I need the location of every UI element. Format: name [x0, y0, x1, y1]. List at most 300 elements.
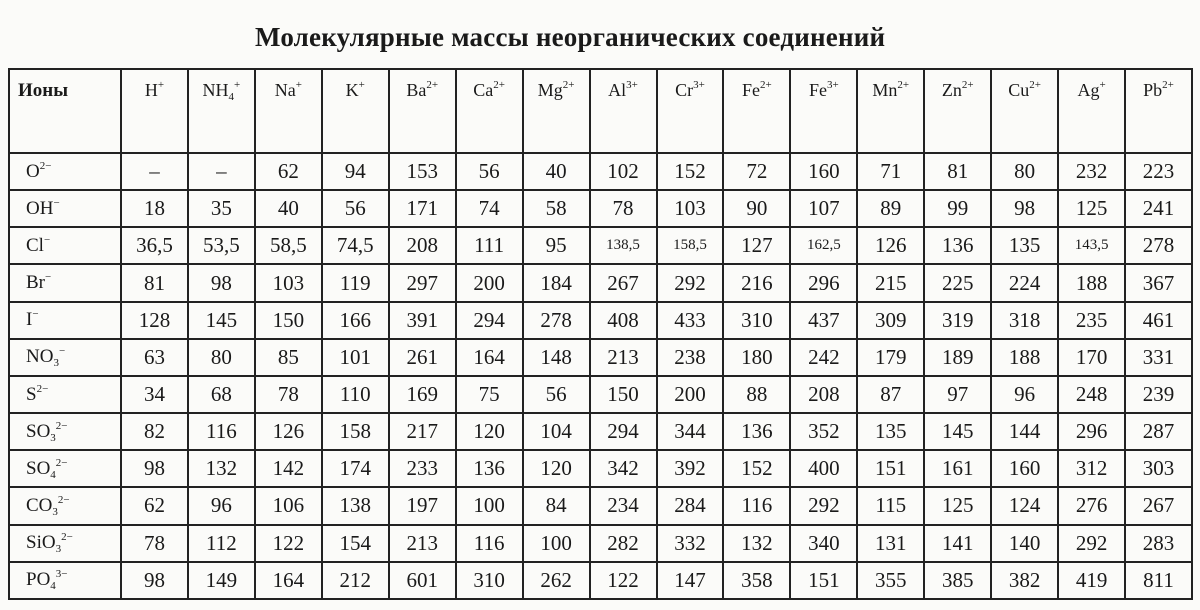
mass-cell: 169 — [389, 376, 456, 413]
mass-cell: 342 — [590, 450, 657, 487]
corner-label: Ионы — [9, 69, 121, 153]
anion-header — [9, 339, 121, 376]
mass-cell: 233 — [389, 450, 456, 487]
mass-cell: 126 — [857, 227, 924, 264]
cation-header — [255, 69, 322, 153]
mass-cell: 297 — [389, 264, 456, 301]
mass-cell: 234 — [590, 487, 657, 524]
mass-cell: 74 — [456, 190, 523, 227]
mass-cell: 131 — [857, 525, 924, 562]
mass-cell: 97 — [924, 376, 991, 413]
mass-cell: 112 — [188, 525, 255, 562]
table-row — [9, 339, 1192, 376]
mass-cell: 213 — [389, 525, 456, 562]
ion-symbol: Zn — [941, 80, 962, 100]
ion-symbol: NH — [202, 80, 229, 100]
ion-charge: 2+ — [493, 79, 506, 91]
mass-cell: 200 — [657, 376, 724, 413]
table-header — [9, 69, 1192, 153]
mass-cell: 150 — [255, 302, 322, 339]
mass-cell: 68 — [188, 376, 255, 413]
mass-cell: 208 — [389, 227, 456, 264]
mass-cell: 344 — [657, 413, 724, 450]
mass-cell: 160 — [790, 153, 857, 190]
mass-cell: 132 — [188, 450, 255, 487]
mass-cell: 216 — [723, 264, 790, 301]
ion-charge: 2− — [36, 382, 49, 395]
ion-charge: 2− — [39, 159, 52, 172]
mass-cell: 437 — [790, 302, 857, 339]
mass-cell: 115 — [857, 487, 924, 524]
mass-cell: 309 — [857, 302, 924, 339]
cation-header — [188, 69, 255, 153]
mass-cell: 58 — [523, 190, 590, 227]
mass-cell: 85 — [255, 339, 322, 376]
mass-cell: 78 — [590, 190, 657, 227]
mass-cell: 126 — [255, 413, 322, 450]
mass-cell: 100 — [523, 525, 590, 562]
table-row — [9, 227, 1192, 264]
ion-symbol: CO — [26, 494, 53, 516]
ion-symbol: K — [345, 80, 359, 100]
mass-cell: 56 — [322, 190, 389, 227]
table-row — [9, 264, 1192, 301]
ion-charge: 2− — [57, 493, 70, 506]
mass-cell: 132 — [723, 525, 790, 562]
mass-cell: 107 — [790, 190, 857, 227]
mass-cell: 152 — [723, 450, 790, 487]
mass-cell: 152 — [657, 153, 724, 190]
mass-cell: 319 — [924, 302, 991, 339]
mass-cell: 145 — [188, 302, 255, 339]
mass-cell: 208 — [790, 376, 857, 413]
mass-cell: 161 — [924, 450, 991, 487]
ion-symbol: Ag — [1077, 80, 1100, 100]
ion-subscript: 4 — [228, 91, 235, 103]
ion-symbol: Cr — [675, 80, 694, 100]
mass-cell: 292 — [790, 487, 857, 524]
mass-cell: 242 — [790, 339, 857, 376]
mass-cell: 135 — [857, 413, 924, 450]
mass-cell: 179 — [857, 339, 924, 376]
mass-cell: 62 — [121, 487, 188, 524]
mass-cell: 358 — [723, 562, 790, 599]
table-row — [9, 450, 1192, 487]
ion-charge: + — [1099, 79, 1106, 91]
ion-symbol: SO — [26, 420, 51, 442]
ion-subscript: 3 — [52, 505, 58, 518]
mass-cell: 392 — [657, 450, 724, 487]
mass-cell: 188 — [991, 339, 1058, 376]
mass-cell: 62 — [255, 153, 322, 190]
mass-cell: 71 — [857, 153, 924, 190]
mass-cell: 122 — [255, 525, 322, 562]
ion-charge: 2+ — [426, 79, 439, 91]
ion-symbol: Fe — [808, 80, 827, 100]
ion-symbol: SO — [26, 457, 51, 479]
mass-cell: 352 — [790, 413, 857, 450]
ion-symbol: SiO — [26, 532, 56, 554]
mass-cell: 81 — [924, 153, 991, 190]
anion-header — [9, 487, 121, 524]
table-row — [9, 413, 1192, 450]
anion-header — [9, 190, 121, 227]
mass-cell: 147 — [657, 562, 724, 599]
mass-cell: 367 — [1125, 264, 1192, 301]
mass-cell: 103 — [657, 190, 724, 227]
ion-symbol: Mg — [537, 80, 563, 100]
mass-cell: 136 — [924, 227, 991, 264]
mass-cell: 98 — [188, 264, 255, 301]
ion-subscript: 3 — [55, 543, 62, 556]
mass-cell: 197 — [389, 487, 456, 524]
table-body — [9, 153, 1192, 599]
mass-cell: 223 — [1125, 153, 1192, 190]
mass-cell: 96 — [991, 376, 1058, 413]
mass-cell: 138,5 — [590, 227, 657, 264]
ion-charge: 2+ — [562, 79, 575, 91]
mass-cell: 164 — [456, 339, 523, 376]
ion-charge: + — [295, 79, 302, 91]
mass-cell: 127 — [723, 227, 790, 264]
table-row — [9, 562, 1192, 599]
mass-cell: 98 — [121, 450, 188, 487]
mass-cell: 340 — [790, 525, 857, 562]
mass-cell: 292 — [657, 264, 724, 301]
anion-header — [9, 153, 121, 190]
mass-cell: – — [121, 153, 188, 190]
mass-cell: 72 — [723, 153, 790, 190]
mass-cell: 276 — [1058, 487, 1125, 524]
mass-cell: 287 — [1125, 413, 1192, 450]
cation-header — [657, 69, 724, 153]
mass-cell: 120 — [456, 413, 523, 450]
ion-charge: − — [58, 345, 66, 358]
mass-cell: 303 — [1125, 450, 1192, 487]
ion-charge: 2+ — [1162, 79, 1174, 91]
mass-cell: 102 — [590, 153, 657, 190]
mass-cell: 88 — [723, 376, 790, 413]
mass-cell: 124 — [991, 487, 1058, 524]
ion-symbol: Fe — [742, 80, 761, 100]
mass-cell: 104 — [523, 413, 590, 450]
mass-cell: 385 — [924, 562, 991, 599]
ion-charge: − — [43, 233, 51, 246]
mass-cell: 151 — [790, 562, 857, 599]
ion-charge: 3− — [55, 568, 68, 581]
anion-header — [9, 227, 121, 264]
cation-header — [523, 69, 590, 153]
mass-cell: 119 — [322, 264, 389, 301]
mass-cell: 433 — [657, 302, 724, 339]
mass-cell: 180 — [723, 339, 790, 376]
ion-charge: + — [157, 79, 165, 91]
mass-cell: 174 — [322, 450, 389, 487]
mass-cell: 419 — [1058, 562, 1125, 599]
mass-cell: 135 — [991, 227, 1058, 264]
mass-cell: 262 — [523, 562, 590, 599]
mass-cell: 292 — [1058, 525, 1125, 562]
mass-cell: 122 — [590, 562, 657, 599]
mass-cell: 238 — [657, 339, 724, 376]
bleed-through-text — [0, 38, 5, 59]
table-row — [9, 153, 1192, 190]
mass-cell: 116 — [456, 525, 523, 562]
mass-cell: 408 — [590, 302, 657, 339]
ion-charge: 2− — [55, 456, 68, 469]
ion-subscript: 3 — [50, 431, 56, 444]
table-row — [9, 302, 1192, 339]
mass-cell: 391 — [389, 302, 456, 339]
mass-cell: 166 — [322, 302, 389, 339]
mass-cell: 153 — [389, 153, 456, 190]
cation-header — [456, 69, 523, 153]
mass-cell: 36,5 — [121, 227, 188, 264]
mass-cell: 40 — [255, 190, 322, 227]
mass-cell: 160 — [991, 450, 1058, 487]
anion-header — [9, 525, 121, 562]
mass-cell: 98 — [991, 190, 1058, 227]
anion-header — [9, 413, 121, 450]
ion-symbol: PO — [26, 569, 51, 591]
mass-cell: 189 — [924, 339, 991, 376]
mass-cell: 170 — [1058, 339, 1125, 376]
ion-symbol: S — [26, 383, 37, 405]
mass-cell: 58,5 — [255, 227, 322, 264]
mass-cell: 96 — [188, 487, 255, 524]
mass-cell: 248 — [1058, 376, 1125, 413]
mass-cell: 150 — [590, 376, 657, 413]
cation-header — [121, 69, 188, 153]
mass-cell: 224 — [991, 264, 1058, 301]
mass-cell: 34 — [121, 376, 188, 413]
mass-cell: 355 — [857, 562, 924, 599]
mass-cell: 601 — [389, 562, 456, 599]
ion-charge: − — [32, 308, 39, 321]
mass-cell: 142 — [255, 450, 322, 487]
anion-header — [9, 376, 121, 413]
mass-cell: 116 — [723, 487, 790, 524]
mass-cell: 56 — [456, 153, 523, 190]
ion-subscript: 4 — [50, 580, 56, 593]
cation-header — [991, 69, 1058, 153]
ion-symbol: OH — [26, 197, 54, 219]
ion-charge: − — [53, 196, 60, 209]
ion-charge: 2− — [61, 531, 73, 544]
ion-charge: 2+ — [961, 79, 974, 91]
mass-cell: 400 — [790, 450, 857, 487]
mass-cell: 89 — [857, 190, 924, 227]
mass-cell: 461 — [1125, 302, 1192, 339]
ion-charge: 2+ — [1029, 79, 1042, 91]
mass-cell: 120 — [523, 450, 590, 487]
mass-cell: 284 — [657, 487, 724, 524]
anion-header — [9, 450, 121, 487]
mass-cell: 53,5 — [188, 227, 255, 264]
mass-cell: 164 — [255, 562, 322, 599]
mass-cell: 212 — [322, 562, 389, 599]
mass-cell: 294 — [456, 302, 523, 339]
mass-cell: 75 — [456, 376, 523, 413]
mass-cell: 125 — [924, 487, 991, 524]
mass-cell: 188 — [1058, 264, 1125, 301]
table-row — [9, 525, 1192, 562]
mass-cell: 310 — [723, 302, 790, 339]
mass-cell: 267 — [590, 264, 657, 301]
mass-cell: 74,5 — [322, 227, 389, 264]
mass-cell: 312 — [1058, 450, 1125, 487]
mass-cell: 261 — [389, 339, 456, 376]
mass-cell: 94 — [322, 153, 389, 190]
cation-header — [924, 69, 991, 153]
molecular-mass-table-container — [8, 68, 1193, 600]
ion-symbol: Al — [608, 80, 627, 100]
cation-header — [590, 69, 657, 153]
mass-cell: 148 — [523, 339, 590, 376]
mass-cell: 278 — [1125, 227, 1192, 264]
mass-cell: 382 — [991, 562, 1058, 599]
anion-header — [9, 264, 121, 301]
mass-cell: – — [188, 153, 255, 190]
ion-symbol: Mn — [872, 80, 898, 100]
mass-cell: 171 — [389, 190, 456, 227]
ion-symbol: Cl — [26, 234, 44, 256]
cation-header — [1125, 69, 1192, 153]
mass-cell: 56 — [523, 376, 590, 413]
mass-cell: 232 — [1058, 153, 1125, 190]
mass-cell: 82 — [121, 413, 188, 450]
ion-charge: 3+ — [693, 79, 705, 91]
ion-symbol: Cu — [1008, 80, 1030, 100]
mass-cell: 225 — [924, 264, 991, 301]
mass-cell: 235 — [1058, 302, 1125, 339]
mass-cell: 116 — [188, 413, 255, 450]
mass-cell: 296 — [1058, 413, 1125, 450]
mass-cell: 110 — [322, 376, 389, 413]
mass-cell: 217 — [389, 413, 456, 450]
ion-symbol: I — [26, 309, 33, 331]
mass-cell: 200 — [456, 264, 523, 301]
mass-cell: 138 — [322, 487, 389, 524]
mass-cell: 78 — [121, 525, 188, 562]
mass-cell: 90 — [723, 190, 790, 227]
mass-cell: 811 — [1125, 562, 1192, 599]
cation-header — [322, 69, 389, 153]
ion-charge: + — [234, 79, 241, 91]
mass-cell: 294 — [590, 413, 657, 450]
ion-charge: 3+ — [626, 79, 638, 91]
mass-cell: 99 — [924, 190, 991, 227]
ion-charge: 3+ — [826, 79, 839, 91]
mass-cell: 128 — [121, 302, 188, 339]
mass-cell: 154 — [322, 525, 389, 562]
ion-symbol: H — [144, 80, 158, 100]
mass-cell: 213 — [590, 339, 657, 376]
ion-charge: 2+ — [897, 79, 910, 91]
ion-subscript: 3 — [53, 357, 59, 370]
cation-header — [1058, 69, 1125, 153]
mass-cell: 140 — [991, 525, 1058, 562]
ion-charge: 2+ — [760, 79, 772, 91]
mass-cell: 331 — [1125, 339, 1192, 376]
ion-charge: − — [45, 271, 52, 284]
mass-cell: 103 — [255, 264, 322, 301]
ion-symbol: Br — [26, 272, 45, 294]
table-row — [9, 190, 1192, 227]
header-row — [9, 69, 1192, 153]
mass-cell: 158,5 — [657, 227, 724, 264]
mass-cell: 149 — [188, 562, 255, 599]
mass-cell: 144 — [991, 413, 1058, 450]
mass-cell: 100 — [456, 487, 523, 524]
ion-charge: 2− — [55, 419, 68, 432]
cation-header — [857, 69, 924, 153]
mass-cell: 136 — [456, 450, 523, 487]
mass-cell: 283 — [1125, 525, 1192, 562]
mass-cell: 215 — [857, 264, 924, 301]
mass-cell: 87 — [857, 376, 924, 413]
ion-symbol: NO — [26, 346, 54, 368]
mass-cell: 239 — [1125, 376, 1192, 413]
mass-cell: 84 — [523, 487, 590, 524]
ion-symbol: Na — [274, 80, 296, 100]
ion-symbol: Ca — [473, 80, 494, 100]
anion-header — [9, 302, 121, 339]
mass-cell: 78 — [255, 376, 322, 413]
mass-cell: 95 — [523, 227, 590, 264]
mass-cell: 106 — [255, 487, 322, 524]
mass-cell: 81 — [121, 264, 188, 301]
molecular-mass-table — [8, 68, 1193, 600]
mass-cell: 241 — [1125, 190, 1192, 227]
mass-cell: 296 — [790, 264, 857, 301]
mass-cell: 143,5 — [1058, 227, 1125, 264]
ion-symbol: O — [26, 160, 40, 182]
mass-cell: 278 — [523, 302, 590, 339]
ion-charge: + — [358, 79, 365, 91]
mass-cell: 141 — [924, 525, 991, 562]
mass-cell: 184 — [523, 264, 590, 301]
mass-cell: 145 — [924, 413, 991, 450]
mass-cell: 35 — [188, 190, 255, 227]
mass-cell: 318 — [991, 302, 1058, 339]
mass-cell: 158 — [322, 413, 389, 450]
mass-cell: 310 — [456, 562, 523, 599]
ion-subscript: 4 — [50, 468, 56, 481]
mass-cell: 136 — [723, 413, 790, 450]
cation-header — [389, 69, 456, 153]
mass-cell: 63 — [121, 339, 188, 376]
mass-cell: 18 — [121, 190, 188, 227]
mass-cell: 151 — [857, 450, 924, 487]
cation-header — [723, 69, 790, 153]
mass-cell: 111 — [456, 227, 523, 264]
mass-cell: 98 — [121, 562, 188, 599]
anion-header — [9, 562, 121, 599]
page-title: Молекулярные массы неорганических соединений — [255, 22, 886, 52]
mass-cell: 282 — [590, 525, 657, 562]
mass-cell: 267 — [1125, 487, 1192, 524]
mass-cell: 101 — [322, 339, 389, 376]
mass-cell: 125 — [1058, 190, 1125, 227]
mass-cell: 80 — [991, 153, 1058, 190]
table-row — [9, 487, 1192, 524]
table-row — [9, 376, 1192, 413]
mass-cell: 332 — [657, 525, 724, 562]
ion-symbol: Ba — [406, 80, 427, 100]
mass-cell: 40 — [523, 153, 590, 190]
ion-symbol: Pb — [1143, 80, 1163, 100]
